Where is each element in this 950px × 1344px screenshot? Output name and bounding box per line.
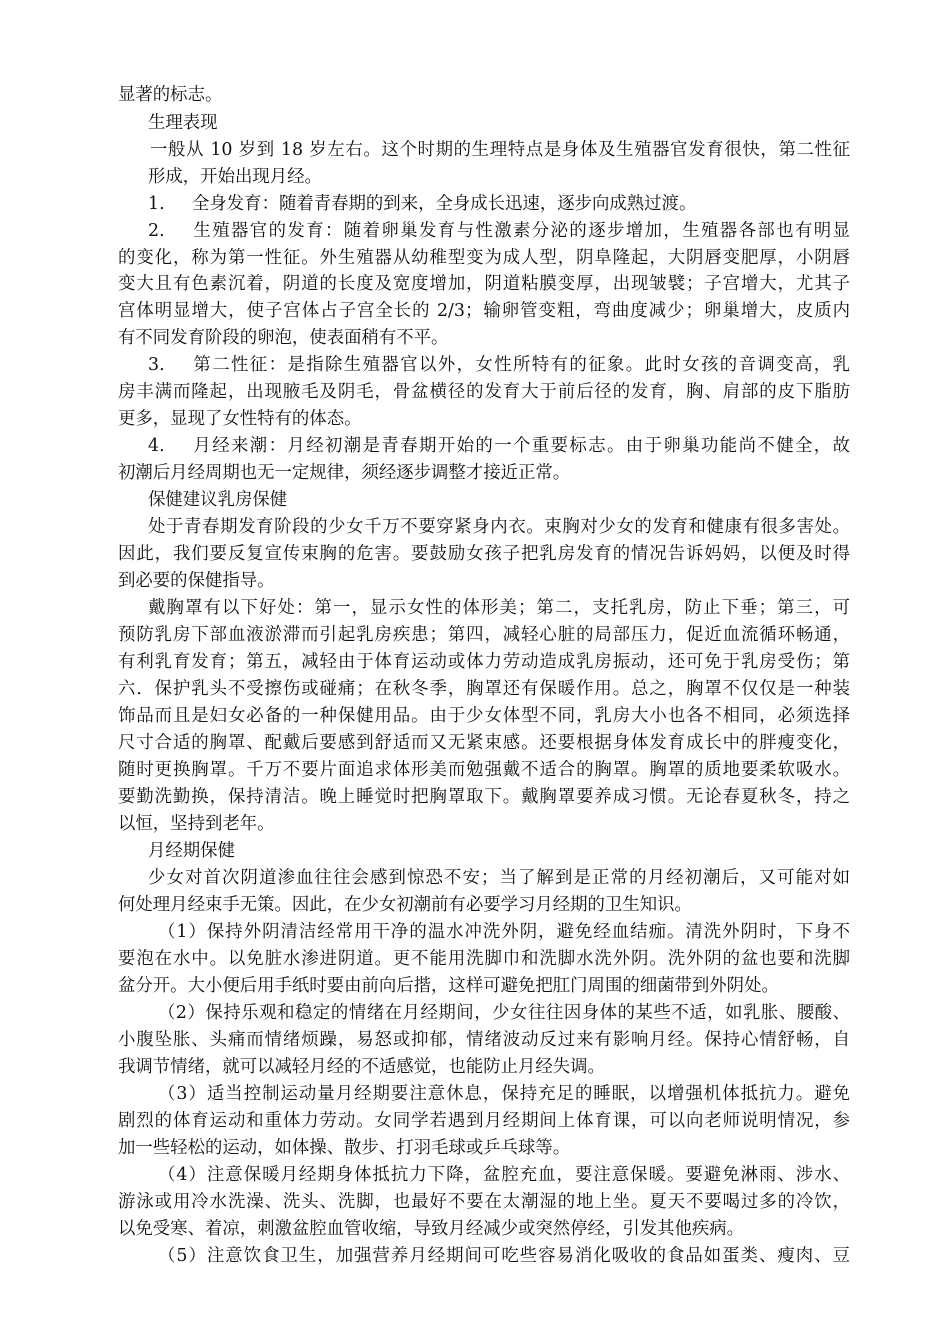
text-line: 到必要的保健指导。 [118, 571, 275, 591]
text-line: 以免受寒、着凉，刺激盆腔血管收缩，导致月经减少或突然停经，引发其他疾病。 [118, 1219, 745, 1239]
text-line: 戴胸罩有以下好处：第一，显示女性的体形美；第二，支托乳房，防止下垂；第三，可 [148, 598, 850, 618]
numbered-item [148, 431, 850, 461]
numbered-item [148, 189, 850, 219]
text-line: 游泳或用冷水洗澡、洗头、洗脚，也最好不要在太潮湿的地上坐。夏天不要喝过多的冷饮， [118, 1192, 850, 1212]
text-line: 的变化，称为第一性征。外生殖器从幼稚型变为成人型，阴阜隆起，大阴唇变肥厚，小阴唇 [118, 248, 850, 268]
item-number: 4. [148, 436, 165, 456]
text-line: 要勤洗勤换，保持清洁。晚上睡觉时把胸罩取下。戴胸罩要养成习惯。无论春夏秋冬，持之 [118, 787, 850, 807]
text-line: 一般从 10 岁到 18 岁左右。这个时期的生理特点是身体及生殖器官发育很快，第二性征 [150, 140, 850, 160]
item-text: 生殖器官的发育：随着卵巢发育与性激素分泌的逐步增加，生殖器各部也有明显 [192, 221, 850, 241]
text-line: 以恒，坚持到老年。 [118, 814, 275, 834]
text-line: 少女对首次阴道渗血往往会感到惊恐不安；当了解到是正常的月经初潮后，又可能对如 [148, 868, 850, 888]
item-number: 3. [148, 355, 165, 375]
numbered-item [148, 216, 850, 246]
section-heading: 保健建议乳房保健 [148, 490, 288, 510]
text-line: 要泡在水中。以免脏水渗进阴道。更不能用洗脚巾和洗脚水洗外阴。洗外阴的盆也要和洗脚 [118, 949, 850, 969]
text-line: 尺寸合适的胸罩、配戴后要感到舒适而又无紧束感。还要根据身体发育成长中的胖瘦变化， [118, 733, 850, 753]
section-heading: 生理表现 [148, 113, 218, 133]
text-line: （3）适当控制运动量月经期要注意休息，保持充足的睡眠，以增强机体抵抗力。避免 [158, 1084, 850, 1104]
item-text: 第二性征：是指除生殖器官以外，女性所特有的征象。此时女孩的音调变高，乳 [192, 355, 850, 375]
text-line: （2）保持乐观和稳定的情绪在月经期间，少女往往因身体的某些不适，如乳胀、腰酸、 [158, 1003, 850, 1023]
text-line: 加一些轻松的运动，如体操、散步、打羽毛球或乒乓球等。 [118, 1138, 571, 1158]
text-line: 更多，显现了女性特有的体态。 [118, 409, 362, 429]
text-line: 预防乳房下部血液淤滞而引起乳房疾患；第四，减轻心脏的局部压力，促近血流循环畅通， [118, 625, 850, 645]
text-line: 变大且有色素沉着，阴道的长度及宽度增加，阴道粘膜变厚，出现皱襞；子宫增大，尤其子 [118, 274, 850, 294]
item-number: 2. [148, 221, 165, 241]
numbered-item [148, 350, 850, 380]
text-line: 宫体明显增大，使子宫体占子宫全长的 2/3；输卵管变粗，弯曲度减少；卵巢增大，皮质内 [118, 301, 850, 321]
text-line: 有不同发育阶段的卵泡，使表面稍有不平。 [118, 328, 449, 348]
text-line: 有利乳育发育；第五，减轻由于体育运动或体力劳动造成乳房振动，还可免于乳房受伤；第 [118, 652, 850, 672]
text-line: 饰品而且是妇女必备的一种保健用品。由于少女体型不同，乳房大小也各不相同，必须选择 [118, 706, 850, 726]
section-heading: 月经期保健 [148, 841, 235, 861]
text-line: 随时更换胸罩。千万不要片面追求体形美而勉强戴不适合的胸罩。胸罩的质地要柔软吸水。 [118, 760, 850, 780]
text-line: （5）注意饮食卫生，加强营养月经期间可吃些容易消化吸收的食品如蛋类、瘦肉、豆 [158, 1246, 850, 1266]
text-line: 盆分开。大小便后用手纸时要由前向后揩，这样可避免把肛门周围的细菌带到外阴处。 [118, 976, 779, 996]
text-line: 形成，开始出现月经。 [148, 167, 322, 187]
text-line: 我调节情绪，就可以减轻月经的不适感觉，也能防止月经失调。 [118, 1057, 605, 1077]
text-line: 小腹坠胀、头痛而情绪烦躁，易怒或抑郁，情绪波动反过来有影响月经。保持心情舒畅，自 [118, 1030, 850, 1050]
item-text: 全身发育：随着青春期的到来，全身成长迅速，逐步向成熟过渡。 [192, 194, 697, 214]
text-line: 因此，我们要反复宣传束胸的危害。要鼓励女孩子把乳房发育的情况告诉妈妈，以便及时得 [118, 544, 850, 564]
text-line: （1）保持外阴清洁经常用干净的温水冲洗外阴，避免经血结痂。清洗外阴时，下身不 [158, 922, 850, 942]
text-line: （4）注意保暖月经期身体抵抗力下降，盆腔充血，要注意保暖。要避免淋雨、涉水、 [158, 1165, 850, 1185]
text-line: 初潮后月经周期也无一定规律，须经逐步调整才接近正常。 [118, 463, 571, 483]
text-line: 处于青春期发育阶段的少女千万不要穿紧身内衣。束胸对少女的发育和健康有很多害处。 [148, 517, 850, 537]
text-line: 六．保护乳头不受擦伤或碰痛；在秋冬季，胸罩还有保暖作用。总之，胸罩不仅仅是一种装 [118, 679, 850, 699]
text-line: 剧烈的体育运动和重体力劳动。女同学若遇到月经期间上体育课，可以向老师说明情况，参 [118, 1111, 850, 1131]
text-line: 房丰满而隆起，出现腋毛及阴毛，骨盆横径的发育大于前后径的发育，胸、肩部的皮下脂肪 [118, 382, 850, 402]
item-number: 1. [148, 194, 165, 214]
text-line: 何处理月经束手无策。因此，在少女初潮前有必要学习月经期的卫生知识。 [118, 895, 692, 915]
text-line: 显著的标志。 [118, 85, 223, 105]
item-text: 月经来潮：月经初潮是青春期开始的一个重要标志。由于卵巢功能尚不健全，故 [192, 436, 850, 456]
